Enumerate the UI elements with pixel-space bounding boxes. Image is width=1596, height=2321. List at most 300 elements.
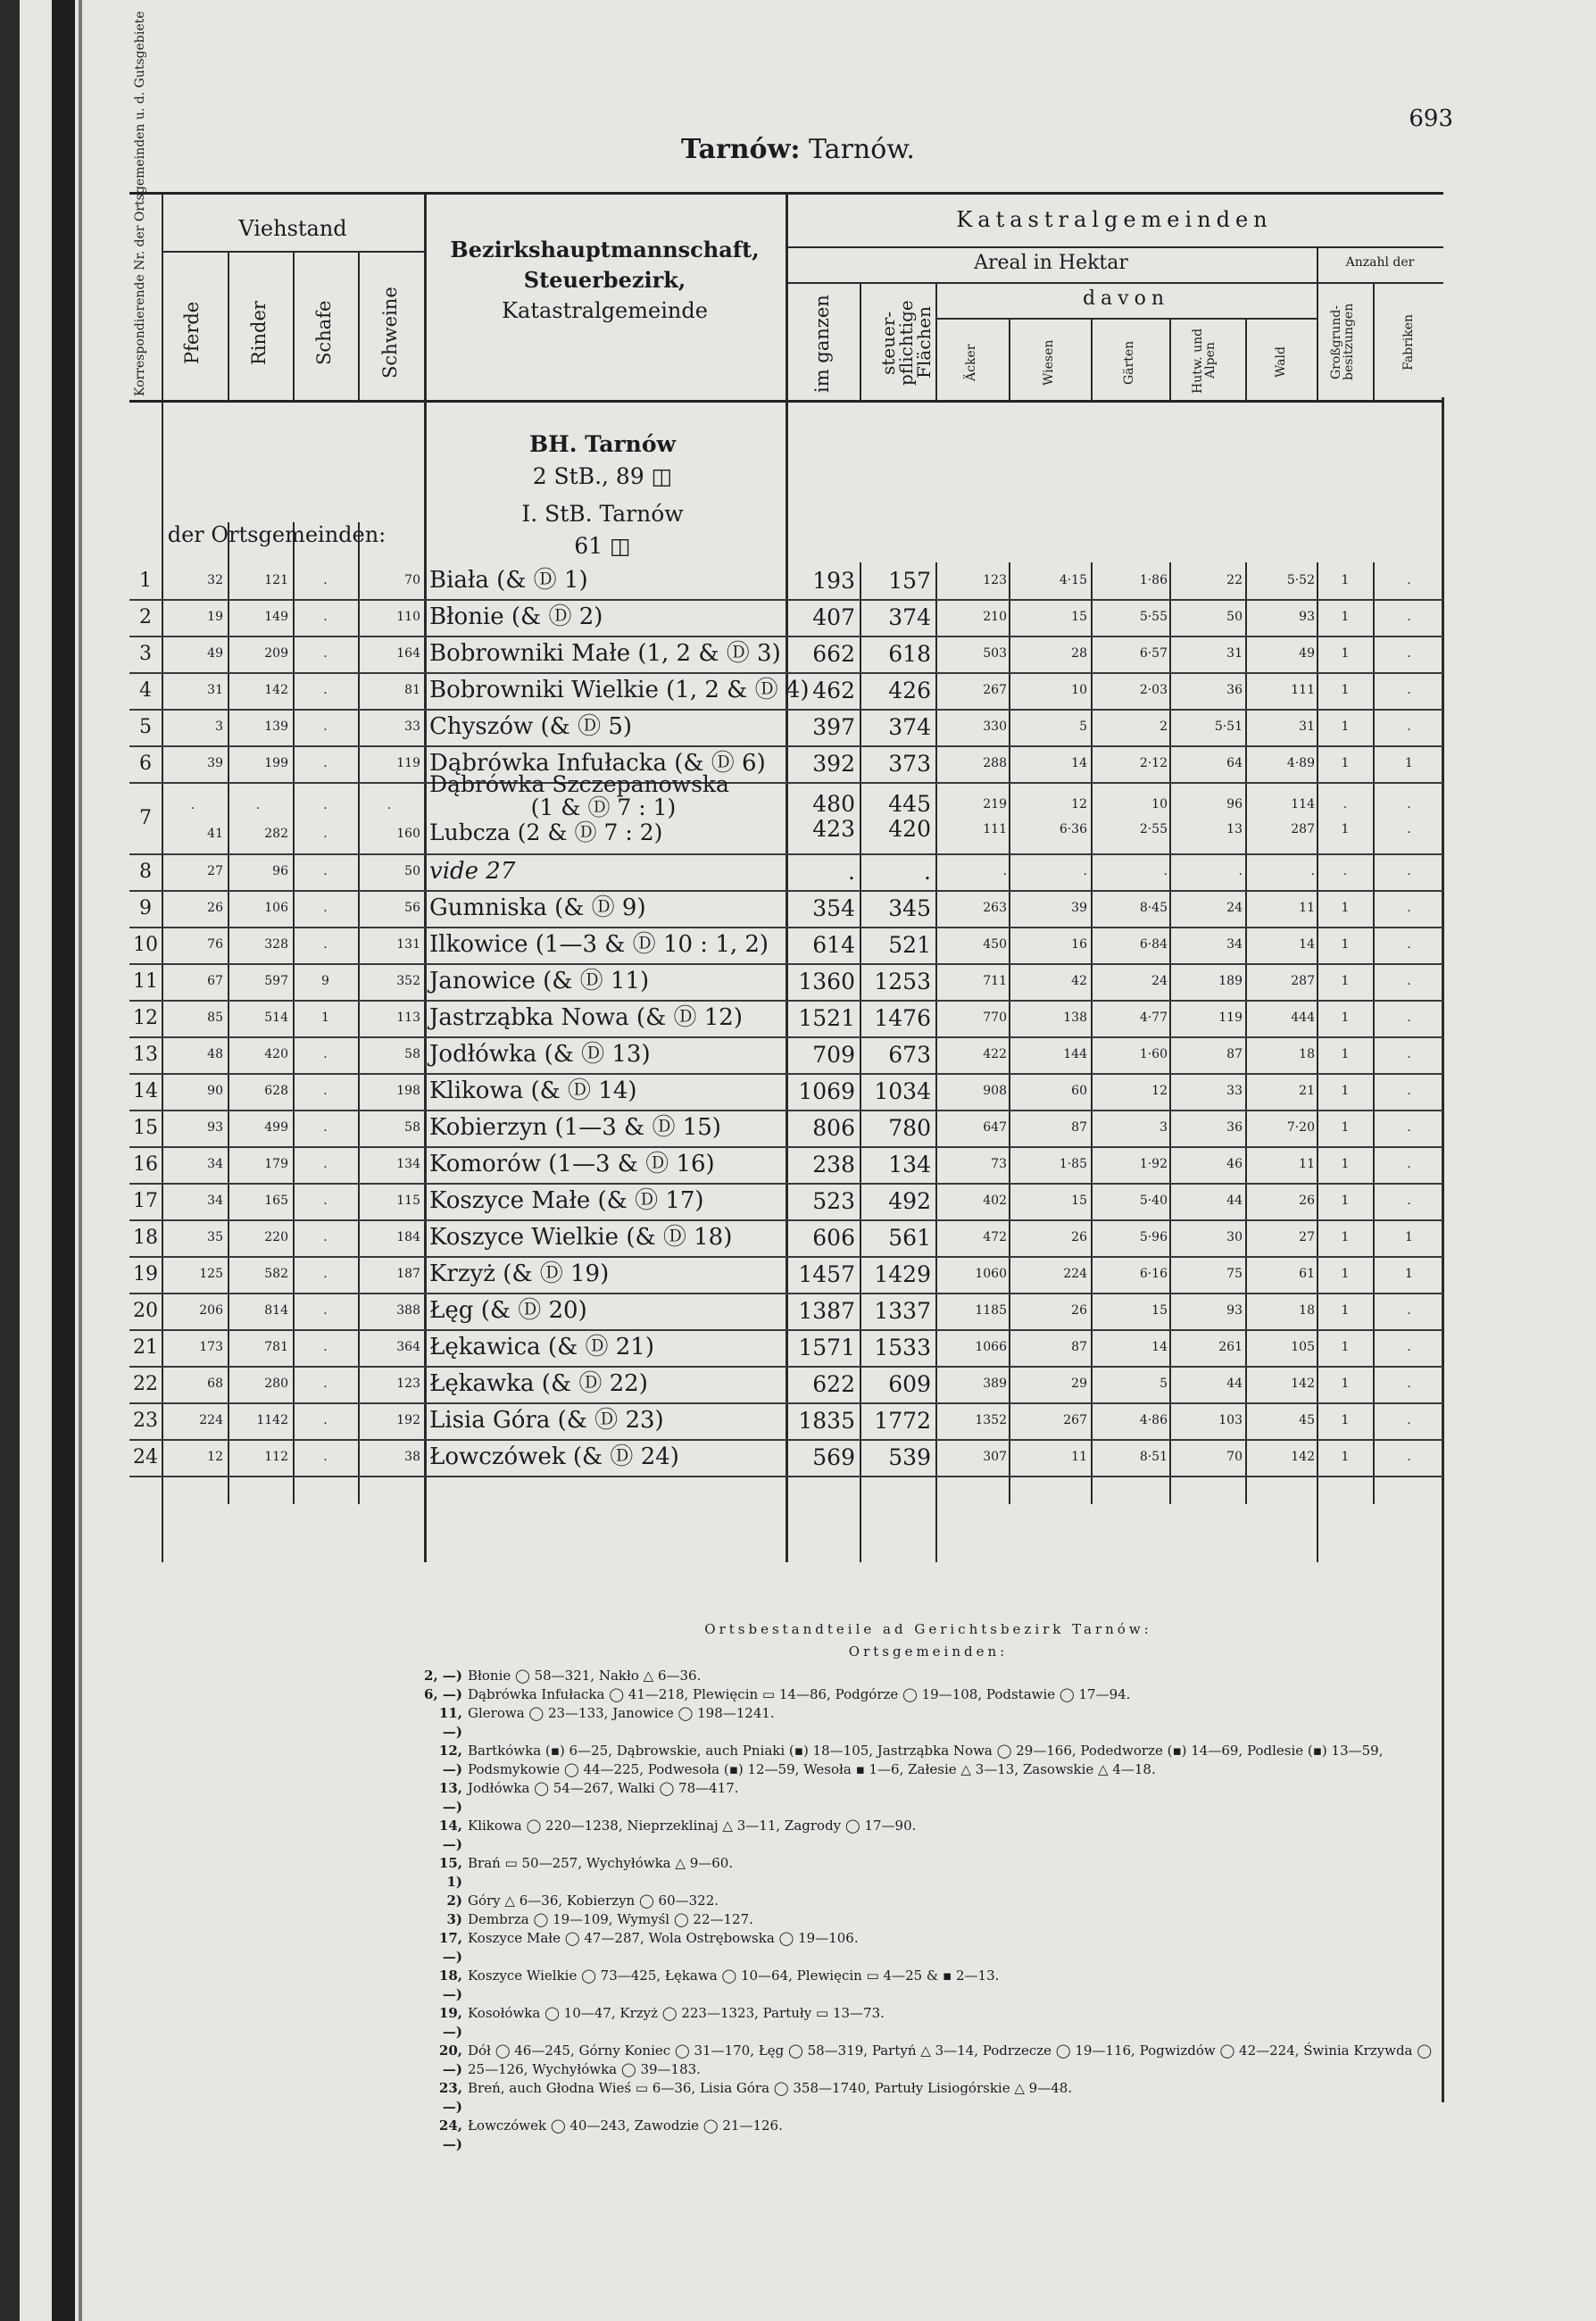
cell-ganz: 662 [812, 641, 855, 667]
row7-ganz1: 480 [812, 791, 855, 817]
cell-steuer: . [924, 859, 931, 885]
cell-rinder: 139 [264, 720, 288, 734]
cell-nr: 12 [133, 1007, 158, 1029]
note-key: 20, —) [438, 2042, 462, 2077]
cell-schafe: . [323, 646, 328, 661]
cell-name: Łękawka (& Ⓓ 22) [429, 1370, 648, 1397]
table-row [129, 1402, 1443, 1441]
cell-schafe: . [323, 1194, 328, 1208]
row7-wiesen2: 6·36 [1059, 822, 1087, 836]
cell-gross: 1 [1341, 937, 1350, 952]
cell-schafe: . [323, 720, 328, 734]
cell-rinder: 420 [264, 1047, 288, 1061]
cell-schweine: 38 [404, 1450, 420, 1464]
cell-pferde: 34 [207, 1194, 223, 1208]
header-fabriken: Fabriken [1401, 313, 1416, 370]
note-key: 23, —) [438, 2080, 462, 2115]
cell-steuer: 492 [888, 1188, 931, 1214]
note-text: Bartkówka (▪) 6—25, Dąbrowskie, auch Pniaki (▪) 18—105, Jastrząbka Nowa ◯ 29—166, Podedworze (▪) 14—69, Podlesie (▪) 13—59, Podsmykowie ◯ 44—225, Podwesoła (▪) 12—59, Wesoła ▪ 1—6, Załesie △ 3—13, Zasowskie △ 4—18. [468, 1743, 1384, 1777]
cell-steuer: 1253 [874, 969, 931, 994]
cell-gross: 1 [1341, 1084, 1350, 1098]
cell-steuer: 1476 [874, 1005, 931, 1031]
cell-gross: 1 [1341, 1267, 1350, 1281]
cell-nr: 6 [139, 753, 152, 775]
note-key: 15, 1) [438, 1855, 462, 1890]
row7-hutw1: 96 [1226, 797, 1243, 811]
cell-wald: 142 [1291, 1377, 1315, 1391]
cell-aecker: 422 [983, 1047, 1007, 1061]
cell-pferde: 68 [207, 1377, 223, 1391]
cell-gaerten: 5·96 [1139, 1230, 1168, 1244]
cell-wald: 111 [1291, 683, 1315, 697]
cell-pferde: 206 [199, 1303, 223, 1318]
note-key: 6, —) [424, 1686, 462, 1702]
cell-gaerten: 1·92 [1139, 1157, 1168, 1171]
cell-ganz: 606 [812, 1225, 855, 1251]
row7-gross2: 1 [1341, 822, 1350, 836]
note-item [420, 1779, 1437, 1817]
cell-rinder: 165 [264, 1194, 288, 1208]
row7-schafe-a: . [323, 798, 328, 812]
cell-steuer: 609 [888, 1371, 931, 1397]
cell-wald: 7·20 [1286, 1120, 1315, 1135]
cell-wald: 5·52 [1286, 573, 1315, 587]
row7-pferde: 41 [207, 827, 223, 841]
table-row [129, 890, 1443, 928]
header-aecker: Äcker [964, 344, 978, 381]
table-row [129, 1073, 1443, 1111]
note-key: 2, —) [424, 1668, 462, 1684]
cell-nr: 23 [133, 1410, 158, 1432]
cell-wiesen: 28 [1071, 646, 1087, 661]
cell-schweine: 388 [396, 1303, 420, 1318]
row7-name2: (1 & Ⓓ 7 : 1) [530, 794, 677, 820]
cell-fabr: 1 [1405, 1267, 1413, 1281]
cell-rinder: 112 [264, 1450, 288, 1464]
cell-name: Bobrowniki Wielkie (1, 2 & Ⓓ 4) [429, 677, 810, 703]
cell-schafe: 9 [321, 974, 329, 988]
cell-wald: 27 [1299, 1230, 1315, 1244]
note-item [420, 1967, 1437, 2004]
cell-wald: 444 [1291, 1011, 1315, 1025]
row7-schafe: . [323, 827, 328, 841]
cell-wald: 26 [1299, 1194, 1315, 1208]
row7-pferde-a: . [190, 798, 195, 812]
cell-steuer: 134 [888, 1152, 931, 1177]
cell-schweine: 56 [404, 901, 420, 915]
cell-fabr: . [1407, 1047, 1411, 1061]
der-ortsgemeinden-label: der Ortsgemeinden: [167, 522, 387, 547]
cell-schweine: 187 [396, 1267, 420, 1281]
row7-gaerten1: 10 [1151, 797, 1168, 811]
cell-wald: 93 [1299, 610, 1315, 624]
cell-schafe: . [323, 937, 328, 952]
cell-wiesen: 5 [1079, 720, 1087, 734]
cell-wald: 287 [1291, 974, 1315, 988]
cell-hutw: 70 [1226, 1450, 1243, 1464]
cell-rinder: 106 [264, 901, 288, 915]
cell-hutw: 44 [1226, 1377, 1243, 1391]
note-text: Glerowa ◯ 23—133, Janowice ◯ 198—1241. [468, 1705, 775, 1721]
cell-schafe: . [323, 1340, 328, 1354]
cell-gross: 1 [1341, 1450, 1350, 1464]
cell-fabr: . [1407, 937, 1411, 952]
cell-gross: 1 [1341, 720, 1350, 734]
note-text: Dąbrówka Infułacka ◯ 41—218, Plewięcin ▭ 14—86, Podgórze ◯ 19—108, Podstawie ◯ 17—94. [468, 1686, 1131, 1702]
cell-steuer: 1337 [874, 1298, 931, 1324]
cell-hutw: 24 [1226, 901, 1243, 915]
cell-ganz: 392 [812, 751, 855, 777]
cell-schweine: 58 [404, 1047, 420, 1061]
table-row [129, 599, 1443, 637]
cell-nr: 19 [133, 1263, 158, 1285]
cell-hutw: 46 [1226, 1157, 1243, 1171]
cell-aecker: 503 [983, 646, 1007, 661]
cell-wiesen: 224 [1063, 1267, 1087, 1281]
cell-steuer: 426 [888, 678, 931, 703]
row7-aecker2: 111 [983, 822, 1007, 836]
note-item [420, 2004, 1437, 2042]
table-row [129, 853, 1443, 892]
cell-ganz: 238 [812, 1152, 855, 1177]
cell-gross: 1 [1341, 1230, 1350, 1244]
cell-name: Ilkowice (1—3 & Ⓓ 10 : 1, 2) [429, 931, 769, 958]
cell-rinder: 597 [264, 974, 288, 988]
cell-fabr: . [1407, 1377, 1411, 1391]
header-hutweiden: Hutw. und Alpen [1191, 328, 1218, 394]
cell-hutw: 36 [1226, 683, 1243, 697]
cell-pferde: 93 [207, 1120, 223, 1135]
cell-nr: 4 [139, 679, 152, 702]
cell-gross: 1 [1341, 901, 1350, 915]
bh-line1: BH. Tarnów [528, 431, 677, 457]
table-row [129, 562, 1443, 601]
page-number: 693 [1409, 105, 1453, 132]
cell-ganz: 1521 [798, 1005, 855, 1031]
cell-gross: 1 [1341, 1377, 1350, 1391]
cell-fabr: . [1407, 610, 1411, 624]
cell-rinder: 514 [264, 1011, 288, 1025]
cell-wald: 61 [1299, 1267, 1315, 1281]
row7-wald2: 287 [1291, 822, 1315, 836]
cell-gaerten: 1·86 [1139, 573, 1168, 587]
cell-schafe: . [323, 1120, 328, 1135]
cell-pferde: 173 [199, 1340, 223, 1354]
cell-name: Jastrząbka Nowa (& Ⓓ 12) [429, 1004, 743, 1031]
note-text: Błonie ◯ 58—321, Nakło △ 6—36. [468, 1668, 702, 1684]
cell-nr: 20 [133, 1300, 158, 1322]
table-row [129, 1293, 1443, 1331]
cell-aecker: 123 [983, 573, 1007, 587]
table-row [129, 927, 1443, 965]
table-row [129, 1219, 1443, 1258]
cell-hutw: 33 [1226, 1084, 1243, 1098]
cell-gross: 1 [1341, 1303, 1350, 1318]
header-wiesen: Wiesen [1042, 339, 1056, 386]
note-text: Koszyce Wielkie ◯ 73—425, Łękawa ◯ 10—64, Plewięcin ▭ 4—25 & ▪ 2—13. [468, 1967, 1000, 1984]
cell-ganz: 806 [812, 1115, 855, 1141]
cell-steuer: 561 [888, 1225, 931, 1251]
note-item [420, 2117, 1437, 2154]
cell-gaerten: 2·03 [1139, 683, 1168, 697]
cell-schafe: . [323, 1267, 328, 1281]
bh-line3: I. StB. Tarnów [521, 501, 684, 527]
cell-rinder: 199 [264, 756, 288, 770]
cell-schafe: . [323, 1157, 328, 1171]
cell-gross: 1 [1341, 610, 1350, 624]
cell-name: Koszyce Wielkie (& Ⓓ 18) [429, 1224, 733, 1251]
cell-gross: 1 [1341, 974, 1350, 988]
cell-wiesen: 39 [1071, 901, 1087, 915]
cell-schweine: 119 [396, 756, 420, 770]
cell-aecker: 770 [983, 1011, 1007, 1025]
cell-ganz: 397 [812, 714, 855, 740]
cell-gaerten: 14 [1151, 1340, 1168, 1354]
row7-hutw2: 13 [1226, 822, 1243, 836]
cell-aecker: 267 [983, 683, 1007, 697]
cell-schafe: . [323, 864, 328, 878]
cell-aecker: 263 [983, 901, 1007, 915]
cell-hutw: 87 [1226, 1047, 1243, 1061]
bh-tarnow-block [420, 428, 786, 493]
table-row [129, 1329, 1443, 1368]
cell-wald: 18 [1299, 1047, 1315, 1061]
note-key: 13, —) [438, 1780, 462, 1815]
cell-ganz: 622 [812, 1371, 855, 1397]
row7-schweine: 160 [396, 827, 420, 841]
cell-schafe: . [323, 901, 328, 915]
cell-gaerten: 6·57 [1139, 646, 1168, 661]
cell-gaerten: 5 [1160, 1377, 1168, 1391]
notes-heading1: Ortsbestandteile ad Gerichtsbezirk Tarnów: [704, 1621, 1152, 1637]
row7-fabr1: . [1407, 797, 1411, 811]
row7-ganz2: 423 [812, 816, 855, 842]
cell-pferde: 26 [207, 901, 223, 915]
cell-hutw: 261 [1218, 1340, 1243, 1354]
cell-name: Łowczówek (& Ⓓ 24) [429, 1443, 679, 1470]
cell-fabr: . [1407, 1194, 1411, 1208]
cell-rinder: 142 [264, 683, 288, 697]
cell-ganz: 1387 [798, 1298, 855, 1324]
cell-rinder: 179 [264, 1157, 288, 1171]
cell-wiesen: 138 [1063, 1011, 1087, 1025]
cell-ganz: 407 [812, 604, 855, 630]
table-row-7 [129, 771, 1443, 855]
cell-schweine: 352 [396, 974, 420, 988]
cell-gaerten: 6·84 [1139, 937, 1168, 952]
cell-pferde: 19 [207, 610, 223, 624]
table-row [129, 1366, 1443, 1404]
cell-nr: 10 [133, 934, 158, 956]
header-bh-line1: Bezirkshauptmannschaft, [450, 237, 760, 262]
cell-wiesen: 60 [1071, 1084, 1087, 1098]
note-key: 24, —) [438, 2117, 462, 2152]
cell-wald: 4·89 [1286, 756, 1315, 770]
cell-wiesen: 42 [1071, 974, 1087, 988]
cell-fabr: 1 [1405, 756, 1413, 770]
cell-nr: 5 [139, 716, 152, 738]
cell-wiesen: 16 [1071, 937, 1087, 952]
cell-nr: 2 [139, 606, 152, 628]
cell-gaerten: 2·12 [1139, 756, 1168, 770]
note-text: Dół ◯ 46—245, Górny Koniec ◯ 31—170, Łęg ◯ 58—319, Partyń △ 3—14, Podrzecze ◯ 19—116, Pogwizdów ◯ 42—224, Świnia Krzywda ◯ 25—126, Wychyłówka ◯ 39—183. [468, 2042, 1433, 2077]
row7-steuer2: 420 [888, 816, 931, 842]
cell-wiesen: 87 [1071, 1120, 1087, 1135]
bh-line4: 61 ◫ [574, 533, 631, 559]
cell-hutw: 103 [1218, 1413, 1243, 1427]
cell-wiesen: 26 [1071, 1230, 1087, 1244]
cell-name: Biała (& Ⓓ 1) [429, 567, 588, 594]
cell-gaerten: 4·77 [1139, 1011, 1168, 1025]
cell-steuer: 374 [888, 714, 931, 740]
cell-schweine: 134 [396, 1157, 420, 1171]
cell-wiesen: . [1083, 864, 1087, 878]
note-key: 14, —) [438, 1818, 462, 1852]
cell-schafe: 1 [321, 1011, 329, 1025]
cell-ganz: 1571 [798, 1335, 855, 1360]
header-areal: Areal in Hektar [974, 252, 1128, 274]
cell-steuer: 345 [888, 895, 931, 921]
header-wald: Wald [1274, 346, 1288, 379]
cell-fabr: . [1407, 974, 1411, 988]
cell-steuer: 1429 [874, 1261, 931, 1287]
cell-hutw: 34 [1226, 937, 1243, 952]
cell-gaerten: 3 [1160, 1120, 1168, 1135]
cell-schafe: . [323, 1047, 328, 1061]
row7-gross1: . [1342, 797, 1348, 811]
header-anzahl: Anzahl der [1345, 255, 1415, 270]
cell-wiesen: 1·85 [1059, 1157, 1087, 1171]
header-grossgrund: Großgrund-besitzungen [1329, 303, 1356, 381]
note-item [420, 1929, 1437, 1967]
cell-aecker: 711 [983, 974, 1007, 988]
cell-pferde: 34 [207, 1157, 223, 1171]
cell-gross: 1 [1341, 1340, 1350, 1354]
page-title [0, 134, 1596, 165]
header-bh-line2: Steuerbezirk, [523, 267, 686, 293]
cell-schweine: 58 [404, 1120, 420, 1135]
cell-gross: 1 [1341, 1413, 1350, 1427]
cell-schweine: 70 [404, 573, 420, 587]
row7-rinder-a: . [255, 798, 261, 812]
cell-gross: 1 [1341, 1120, 1350, 1135]
row7-schweine-a: . [387, 798, 392, 812]
cell-gaerten: 8·45 [1139, 901, 1168, 915]
cell-pferde: 85 [207, 1011, 223, 1025]
cell-pferde: 49 [207, 646, 223, 661]
header-rinder: Rinder [248, 301, 270, 365]
cell-pferde: 12 [207, 1450, 223, 1464]
cell-name: Gumniska (& Ⓓ 9) [429, 894, 646, 921]
row7-gaerten2: 2·55 [1139, 822, 1168, 836]
cell-schweine: 50 [404, 864, 420, 878]
cell-rinder: 121 [264, 573, 288, 587]
cell-wald: 45 [1299, 1413, 1315, 1427]
cell-ganz: 1835 [798, 1408, 855, 1434]
cell-gross: 1 [1341, 683, 1350, 697]
cell-aecker: 450 [983, 937, 1007, 952]
cell-pferde: 31 [207, 683, 223, 697]
cell-hutw: 44 [1226, 1194, 1243, 1208]
cell-schafe: . [323, 1303, 328, 1318]
table-row [129, 672, 1443, 711]
cell-steuer: 780 [888, 1115, 931, 1141]
cell-pferde: 3 [215, 720, 223, 734]
cell-rinder: 280 [264, 1377, 288, 1391]
cell-nr: 15 [133, 1117, 158, 1139]
cell-schafe: . [323, 573, 328, 587]
cell-pferde: 90 [207, 1084, 223, 1098]
header-district [424, 235, 786, 326]
cell-steuer: 1772 [874, 1408, 931, 1434]
cell-wiesen: 14 [1071, 756, 1087, 770]
cell-ganz: 523 [812, 1188, 855, 1214]
cell-rinder: 814 [264, 1303, 288, 1318]
note-item [420, 2079, 1437, 2117]
cell-schafe: . [323, 1450, 328, 1464]
row7-rinder: 282 [264, 827, 288, 841]
table-row [129, 1439, 1443, 1477]
cell-gaerten: 24 [1151, 974, 1168, 988]
table-row [129, 1000, 1443, 1038]
note-key: 2) [446, 1893, 462, 1909]
cell-wiesen: 26 [1071, 1303, 1087, 1318]
note-item [420, 1910, 1437, 1929]
cell-schweine: 198 [396, 1084, 420, 1098]
cell-wiesen: 267 [1063, 1413, 1087, 1427]
cell-gaerten: . [1163, 864, 1168, 878]
cell-schweine: 192 [396, 1413, 420, 1427]
cell-gross: 1 [1341, 573, 1350, 587]
cell-nr: 22 [133, 1373, 158, 1395]
cell-schweine: 113 [396, 1011, 420, 1025]
header-gaerten: Gärten [1122, 340, 1136, 385]
cell-aecker: 1352 [975, 1413, 1007, 1427]
cell-fabr: . [1407, 1413, 1411, 1427]
cell-schweine: 131 [396, 937, 420, 952]
cell-hutw: 5·51 [1214, 720, 1243, 734]
cell-ganz: 462 [812, 678, 855, 703]
cell-schweine: 81 [404, 683, 420, 697]
cell-steuer: 1034 [874, 1078, 931, 1104]
cell-wald: 11 [1299, 901, 1315, 915]
cell-nr: 17 [133, 1190, 158, 1212]
cell-gross: 1 [1341, 756, 1350, 770]
cell-gaerten: 12 [1151, 1084, 1168, 1098]
cell-hutw: 31 [1226, 646, 1243, 661]
header-im-ganzen: im ganzen [811, 295, 833, 393]
cell-schafe: . [323, 1377, 328, 1391]
footnotes [420, 1620, 1437, 2154]
note-key: 17, —) [438, 1930, 462, 1965]
cell-schweine: 164 [396, 646, 420, 661]
note-item [420, 1685, 1437, 1704]
cell-name: Chyszów (& Ⓓ 5) [429, 713, 633, 740]
note-text: Łowczówek ◯ 40—243, Zawodzie ◯ 21—126. [468, 2117, 783, 2134]
row7-wiesen1: 12 [1071, 797, 1087, 811]
cell-name: Błonie (& Ⓓ 2) [429, 603, 603, 630]
cell-nr: 9 [139, 897, 152, 919]
cell-gaerten: 6·16 [1139, 1267, 1168, 1281]
header-steuerpflichtige: steuer-pflichtige Flächen [877, 300, 935, 386]
cell-hutw: 50 [1226, 610, 1243, 624]
cell-gaerten: 4·86 [1139, 1413, 1168, 1427]
cell-wald: 105 [1291, 1340, 1315, 1354]
cell-schafe: . [323, 1413, 328, 1427]
cell-pferde: 39 [207, 756, 223, 770]
cell-ganz: 569 [812, 1444, 855, 1470]
cell-ganz: . [848, 859, 855, 885]
